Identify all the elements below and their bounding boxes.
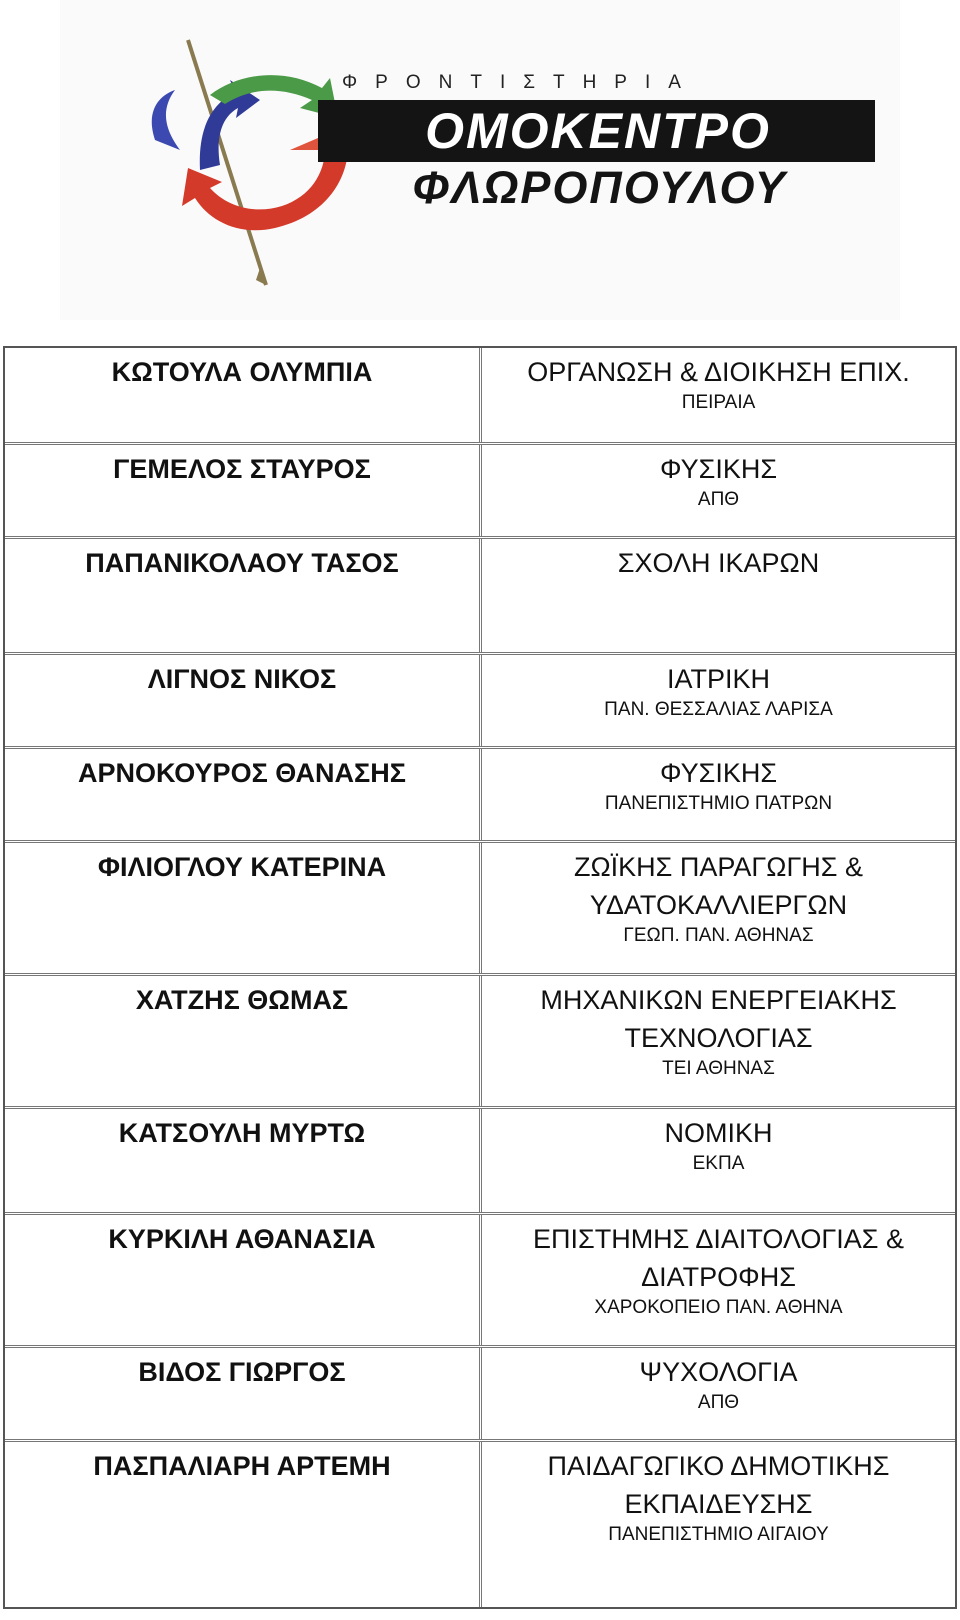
logo-brand: ΟΜΟΚΕΝΤΡΟ <box>425 103 771 159</box>
department-cell <box>482 1215 955 1345</box>
student-name: ΠΑΠΑΝΙΚΟΛΑΟΥ ΤΑΣΟΣ <box>5 539 482 652</box>
student-name: ΠΑΣΠΑΛΙΑΡΗ ΑΡΤΕΜΗ <box>5 1442 482 1607</box>
department: ΣΧΟΛΗ ΙΚΑΡΩΝ <box>617 548 820 578</box>
department: ΦΥΣΙΚΗΣ <box>659 758 778 788</box>
department: ΨΥΧΟΛΟΓΙΑ <box>639 1357 798 1387</box>
institution: ΑΠΘ <box>697 489 740 510</box>
institution: ΠΑΝΕΠΙΣΤΗΜΙΟ ΠΑΤΡΩΝ <box>604 793 833 814</box>
department: ΠΑΙΔΑΓΩΓΙΚΟ ΔΗΜΟΤΙΚΗΣ <box>547 1451 890 1481</box>
department-cell <box>482 843 955 973</box>
institution: ΑΠΘ <box>697 1392 740 1413</box>
department: ΜΗΧΑΝΙΚΩΝ ΕΝΕΡΓΕΙΑΚΗΣ <box>540 985 897 1015</box>
department: ΝΟΜΙΚΗ <box>664 1118 773 1148</box>
table-row <box>5 442 955 536</box>
table-row <box>5 840 955 973</box>
department-cell <box>482 348 955 442</box>
department-line-2: ΥΔΑΤΟΚΑΛΛΙΕΡΓΩΝ <box>589 890 848 920</box>
student-name: ΒΙΔΟΣ ΓΙΩΡΓΟΣ <box>5 1348 482 1439</box>
logo <box>60 0 900 320</box>
department-line-2: ΤΕΧΝΟΛΟΓΙΑΣ <box>624 1023 813 1053</box>
department-cell <box>482 655 955 746</box>
department-cell <box>482 1348 955 1439</box>
student-name: ΛΙΓΝΟΣ ΝΙΚΟΣ <box>5 655 482 746</box>
department-cell <box>482 1109 955 1212</box>
table-row <box>5 746 955 840</box>
department-cell <box>482 539 955 652</box>
students-table <box>3 346 957 1609</box>
department-cell <box>482 976 955 1106</box>
logo-top-line: ΦΡΟΝΤΙΣΤΗΡΙΑ <box>342 72 699 93</box>
department-line-2: ΔΙΑΤΡΟΦΗΣ <box>641 1262 796 1292</box>
logo-band <box>318 100 875 162</box>
institution: ΤΕΙ ΑΘΗΝΑΣ <box>662 1058 775 1079</box>
table-row <box>5 536 955 652</box>
institution: ΠΕΙΡΑΙΑ <box>681 392 756 413</box>
table-row <box>5 973 955 1106</box>
institution: ΓΕΩΠ. ΠΑΝ. ΑΘΗΝΑΣ <box>623 925 814 946</box>
institution: ΠΑΝ. ΘΕΣΣΑΛΙΑΣ ΛΑΡΙΣΑ <box>604 699 833 720</box>
student-name: ΚΥΡΚΙΛΗ ΑΘΑΝΑΣΙΑ <box>5 1215 482 1345</box>
department: ΦΥΣΙΚΗΣ <box>659 454 778 484</box>
department: ΖΩΪΚΗΣ ΠΑΡΑΓΩΓΗΣ & <box>573 852 864 882</box>
department: ΕΠΙΣΤΗΜΗΣ ΔΙΑΙΤΟΛΟΓΙΑΣ & <box>533 1224 904 1254</box>
student-name: ΧΑΤΖΗΣ ΘΩΜΑΣ <box>5 976 482 1106</box>
table-row <box>5 652 955 746</box>
institution: ΠΑΝΕΠΙΣΤΗΜΙΟ ΑΙΓΑΙΟΥ <box>608 1524 829 1545</box>
logo-name: ΦΛΩΡΟΠΟΥΛΟΥ <box>412 162 787 213</box>
table-row <box>5 1212 955 1345</box>
student-name: ΦΙΛΙΟΓΛΟΥ ΚΑΤΕΡΙΝΑ <box>5 843 482 973</box>
table-row <box>5 1439 955 1607</box>
student-name: ΑΡΝΟΚΟΥΡΟΣ ΘΑΝΑΣΗΣ <box>5 749 482 840</box>
department: ΙΑΤΡΙΚΗ <box>666 664 771 694</box>
table-row <box>5 348 955 442</box>
institution: ΕΚΠΑ <box>692 1153 745 1174</box>
table-row <box>5 1345 955 1439</box>
student-name: ΓΕΜΕΛΟΣ ΣΤΑΥΡΟΣ <box>5 445 482 536</box>
department-cell <box>482 749 955 840</box>
student-name: ΚΑΤΣΟΥΛΗ ΜΥΡΤΩ <box>5 1109 482 1212</box>
department-cell <box>482 445 955 536</box>
student-name: ΚΩΤΟΥΛΑ ΟΛΥΜΠΙΑ <box>5 348 482 442</box>
institution: ΧΑΡΟΚΟΠΕΙΟ ΠΑΝ. ΑΘΗΝΑ <box>594 1297 843 1318</box>
table-row <box>5 1106 955 1212</box>
department-cell <box>482 1442 955 1607</box>
department: ΟΡΓΑΝΩΣΗ & ΔΙΟΙΚΗΣΗ ΕΠΙΧ. <box>527 357 910 387</box>
department-line-2: ΕΚΠΑΙΔΕΥΣΗΣ <box>624 1489 813 1519</box>
